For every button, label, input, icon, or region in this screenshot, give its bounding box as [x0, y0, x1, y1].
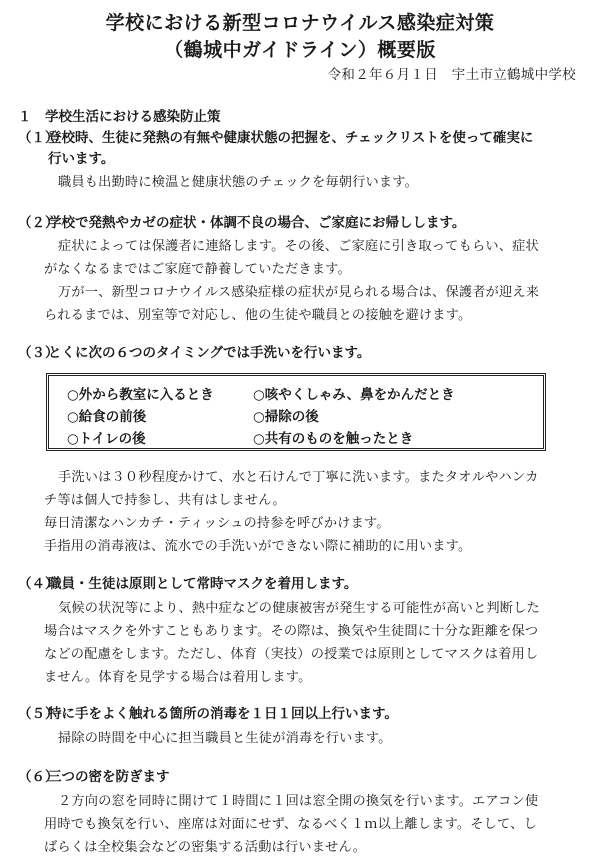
item-3-heading [18, 343, 584, 364]
item-5-heading-line1: 特に手をよく触れる箇所の消毒を１日１回以上行います。 [48, 706, 398, 722]
item-1-body [44, 171, 586, 194]
date-and-school: 令和２年６月１日 宇土市立鶴城中学校 [327, 67, 576, 83]
item-2-number: （２） [18, 215, 59, 231]
item-2-body-line: られるまでは、別室等で対応し、他の生徒や職員との接触を避けます。 [44, 308, 472, 323]
item-2-heading [18, 213, 584, 234]
item-5-body-line: 掃除の時間を中心に担当職員と生徒が消毒を行います。 [58, 731, 392, 746]
handwash-timings-box [46, 373, 546, 451]
item-1-heading-line2: 行います。 [48, 151, 115, 167]
item-3-body [44, 466, 586, 558]
timing-item: ○共有のものを触ったとき [253, 431, 414, 447]
section-heading: １ 学校生活における感染防止策 [18, 109, 221, 125]
item-4-number: （４） [18, 576, 59, 592]
item-3-body-line: チ等は個人で持参し、共有はしません。 [44, 493, 286, 508]
timing-item: ○掃除の後 [253, 409, 319, 425]
timing-item: ○咳やくしゃみ、鼻をかんだとき [253, 387, 455, 403]
item-6-body [44, 790, 586, 859]
item-3-number: （３） [18, 345, 59, 361]
item-5-heading [18, 704, 584, 725]
item-4-body [44, 597, 586, 689]
item-1-heading-line1: 登校時、生徒に発熱の有無や健康状態の把握を、チェックリストを使って確実に [48, 130, 534, 146]
item-2-heading-line1: 学校で発熱やカゼの症状・体調不良の場合、ご家庭にお帰しします。 [48, 215, 466, 231]
item-4-body-line: などの配慮をします。ただし、体育（実技）の授業では原則としてマスクは着用し [44, 647, 539, 662]
item-6-heading [18, 767, 584, 788]
timing-item: ○トイレの後 [67, 431, 146, 447]
item-4-heading [18, 574, 584, 595]
item-4-body-line: 気候の状況等により、熱中症などの健康被害が発生する可能性が高いと判断した [58, 601, 540, 616]
item-2-body-line: がなくなるまではご家庭で静養していただきます。 [44, 262, 351, 277]
item-6-body-line: ２方向の窓を同時に開けて１時間に１回は窓全開の換気を行います。エアコン使 [58, 794, 539, 809]
item-6-body-line: 用時でも換気を行い、座席は対面にせず、なるべく１ｍ以上離します。そして、し [44, 817, 537, 832]
handwash-timings-grid [67, 385, 513, 449]
item-4-body-line: ません。体育を見学する場合は着用します。 [44, 670, 312, 685]
item-3-heading-line1: とくに次の６つのタイミングでは手洗いを行います。 [48, 345, 371, 361]
item-2-body-line: 万が一、新型コロナウイルス感染症様の症状が見られる場合は、保護者が迎え来 [58, 285, 540, 300]
item-1-number: （１） [18, 130, 59, 146]
item-3-body-line: 手洗いは３０秒程度かけて、水と石けんで丁寧に洗います。またタオルやハンカ [58, 470, 539, 485]
item-3-body-line: 毎日清潔なハンカチ・ティッシュの持参を呼びかけます。 [44, 516, 390, 531]
item-6-body-line: ばらくは全校集会などの密集する活動は行いません。 [44, 840, 367, 855]
item-2-body [44, 235, 586, 327]
timing-item: ○外から教室に入るとき [67, 387, 214, 403]
item-3-body-line: 手指用の消毒液は、流水での手洗いができない際に補助的に用います。 [44, 539, 472, 554]
item-1-heading [18, 128, 584, 170]
timing-item: ○給食の前後 [67, 409, 147, 425]
item-6-heading-line1: 三つの密を防ぎます [48, 769, 170, 785]
item-6-number: （６） [18, 769, 59, 785]
item-2-body-line: 症状によっては保護者に連絡します。その後、ご家庭に引き取ってもらい、症状 [58, 239, 539, 254]
item-5-number: （５） [18, 706, 59, 722]
item-1-body-line: 職員も出勤時に検温と健康状態のチェックを毎朝行います。 [58, 175, 419, 190]
document-subtitle: （鶴城中ガイドライン）概要版 [164, 39, 436, 61]
item-4-heading-line1: 職員・生徒は原則として常時マスクを着用します。 [48, 576, 358, 592]
document-title: 学校における新型コロナウイルス感染症対策 [105, 12, 495, 34]
item-5-body [44, 727, 586, 750]
item-4-body-line: 場合はマスクを外すこともあります。その際は、換気や生徒間に十分な距離を保つ [44, 624, 539, 639]
